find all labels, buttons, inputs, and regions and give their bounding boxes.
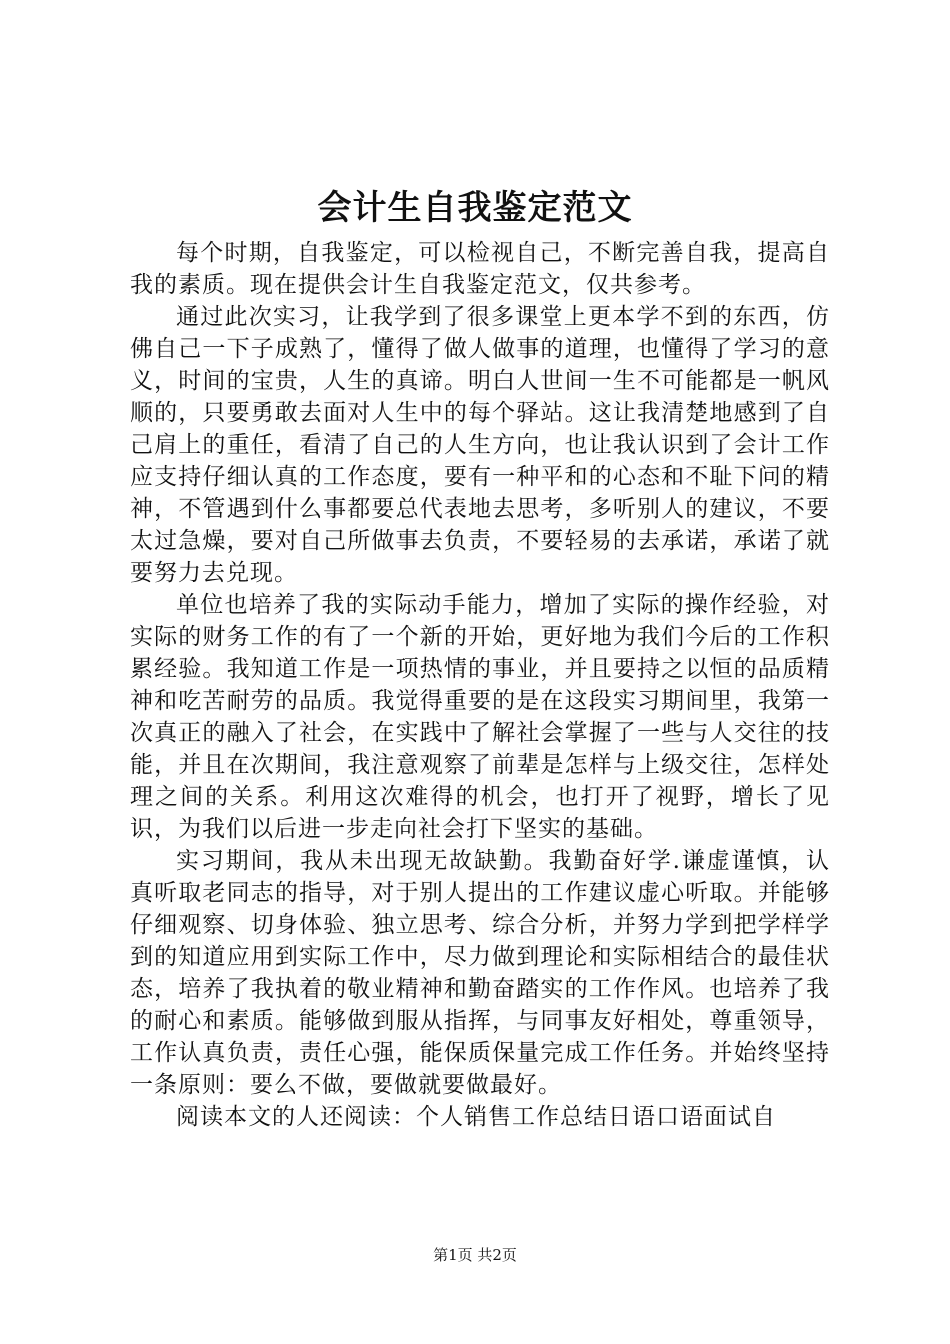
page-number-footer: 第1页 共2页 xyxy=(433,1246,517,1264)
paragraph-practical-skills: 单位也培养了我的实际动手能力，增加了实际的操作经验，对实际的财务工作的有了一个新的开始，更好地为我们今后的工作积累经验。我知道工作是一项热情的事业，并且要持之以恒的品质精神和吃苦耐劳的品质。我觉得重要的是在这段实习期间里，我第一次真正的融入了社会，在实践中了解社会掌握了一些与人交往的技能，并且在次期间，我注意观察了前辈是怎样与上级交往，怎样处理之间的关系。利用这次难得的机会，也打开了视野，增长了见识，为我们以后进一步走向社会打下坚实的基础。 xyxy=(130,592,830,842)
document-title: 会计生自我鉴定范文 xyxy=(317,188,633,228)
paragraph-work-attitude: 实习期间，我从未出现无故缺勤。我勤奋好学.谦虚谨慎，认真听取老同志的指导，对于别人提出的工作建议虚心听取。并能够仔细观察、切身体验、独立思考、综合分析，并努力学到把学样学到的知道应用到实际工作中，尽力做到理论和实际相结合的最佳状态，培养了我执着的敬业精神和勤奋踏实的工作作风。也培养了我的耐心和素质。能够做到服从指挥，与同事友好相处，尊重领导，工作认真负责，责任心强，能保质保量完成工作任务。并始终坚持一条原则：要么不做，要做就要做最好。 xyxy=(130,848,830,1098)
paragraph-internship-gains: 通过此次实习，让我学到了很多课堂上更本学不到的东西，仿佛自己一下子成熟了，懂得了做人做事的道理，也懂得了学习的意义，时间的宝贵，人生的真谛。明白人世间一生不可能都是一帆风顺的，只要勇敢去面对人生中的每个驿站。这让我清楚地感到了自己肩上的重任，看清了自己的人生方向，也让我认识到了会计工作应支持仔细认真的工作态度，要有一种平和的心态和不耻下问的精神，不管遇到什么事都要总代表地去思考，多听别人的建议，不要太过急燥，要对自己所做事去负责，不要轻易的去承诺，承诺了就要努力去兑现。 xyxy=(130,304,830,586)
paragraph-intro: 每个时期，自我鉴定，可以检视自己，不断完善自我，提高自我的素质。现在提供会计生自我鉴定范文，仅共参考。 xyxy=(130,240,830,298)
paragraph-related-reading: 阅读本文的人还阅读：个人销售工作总结日语口语面试自 xyxy=(176,1104,776,1130)
document-body xyxy=(130,237,830,1133)
